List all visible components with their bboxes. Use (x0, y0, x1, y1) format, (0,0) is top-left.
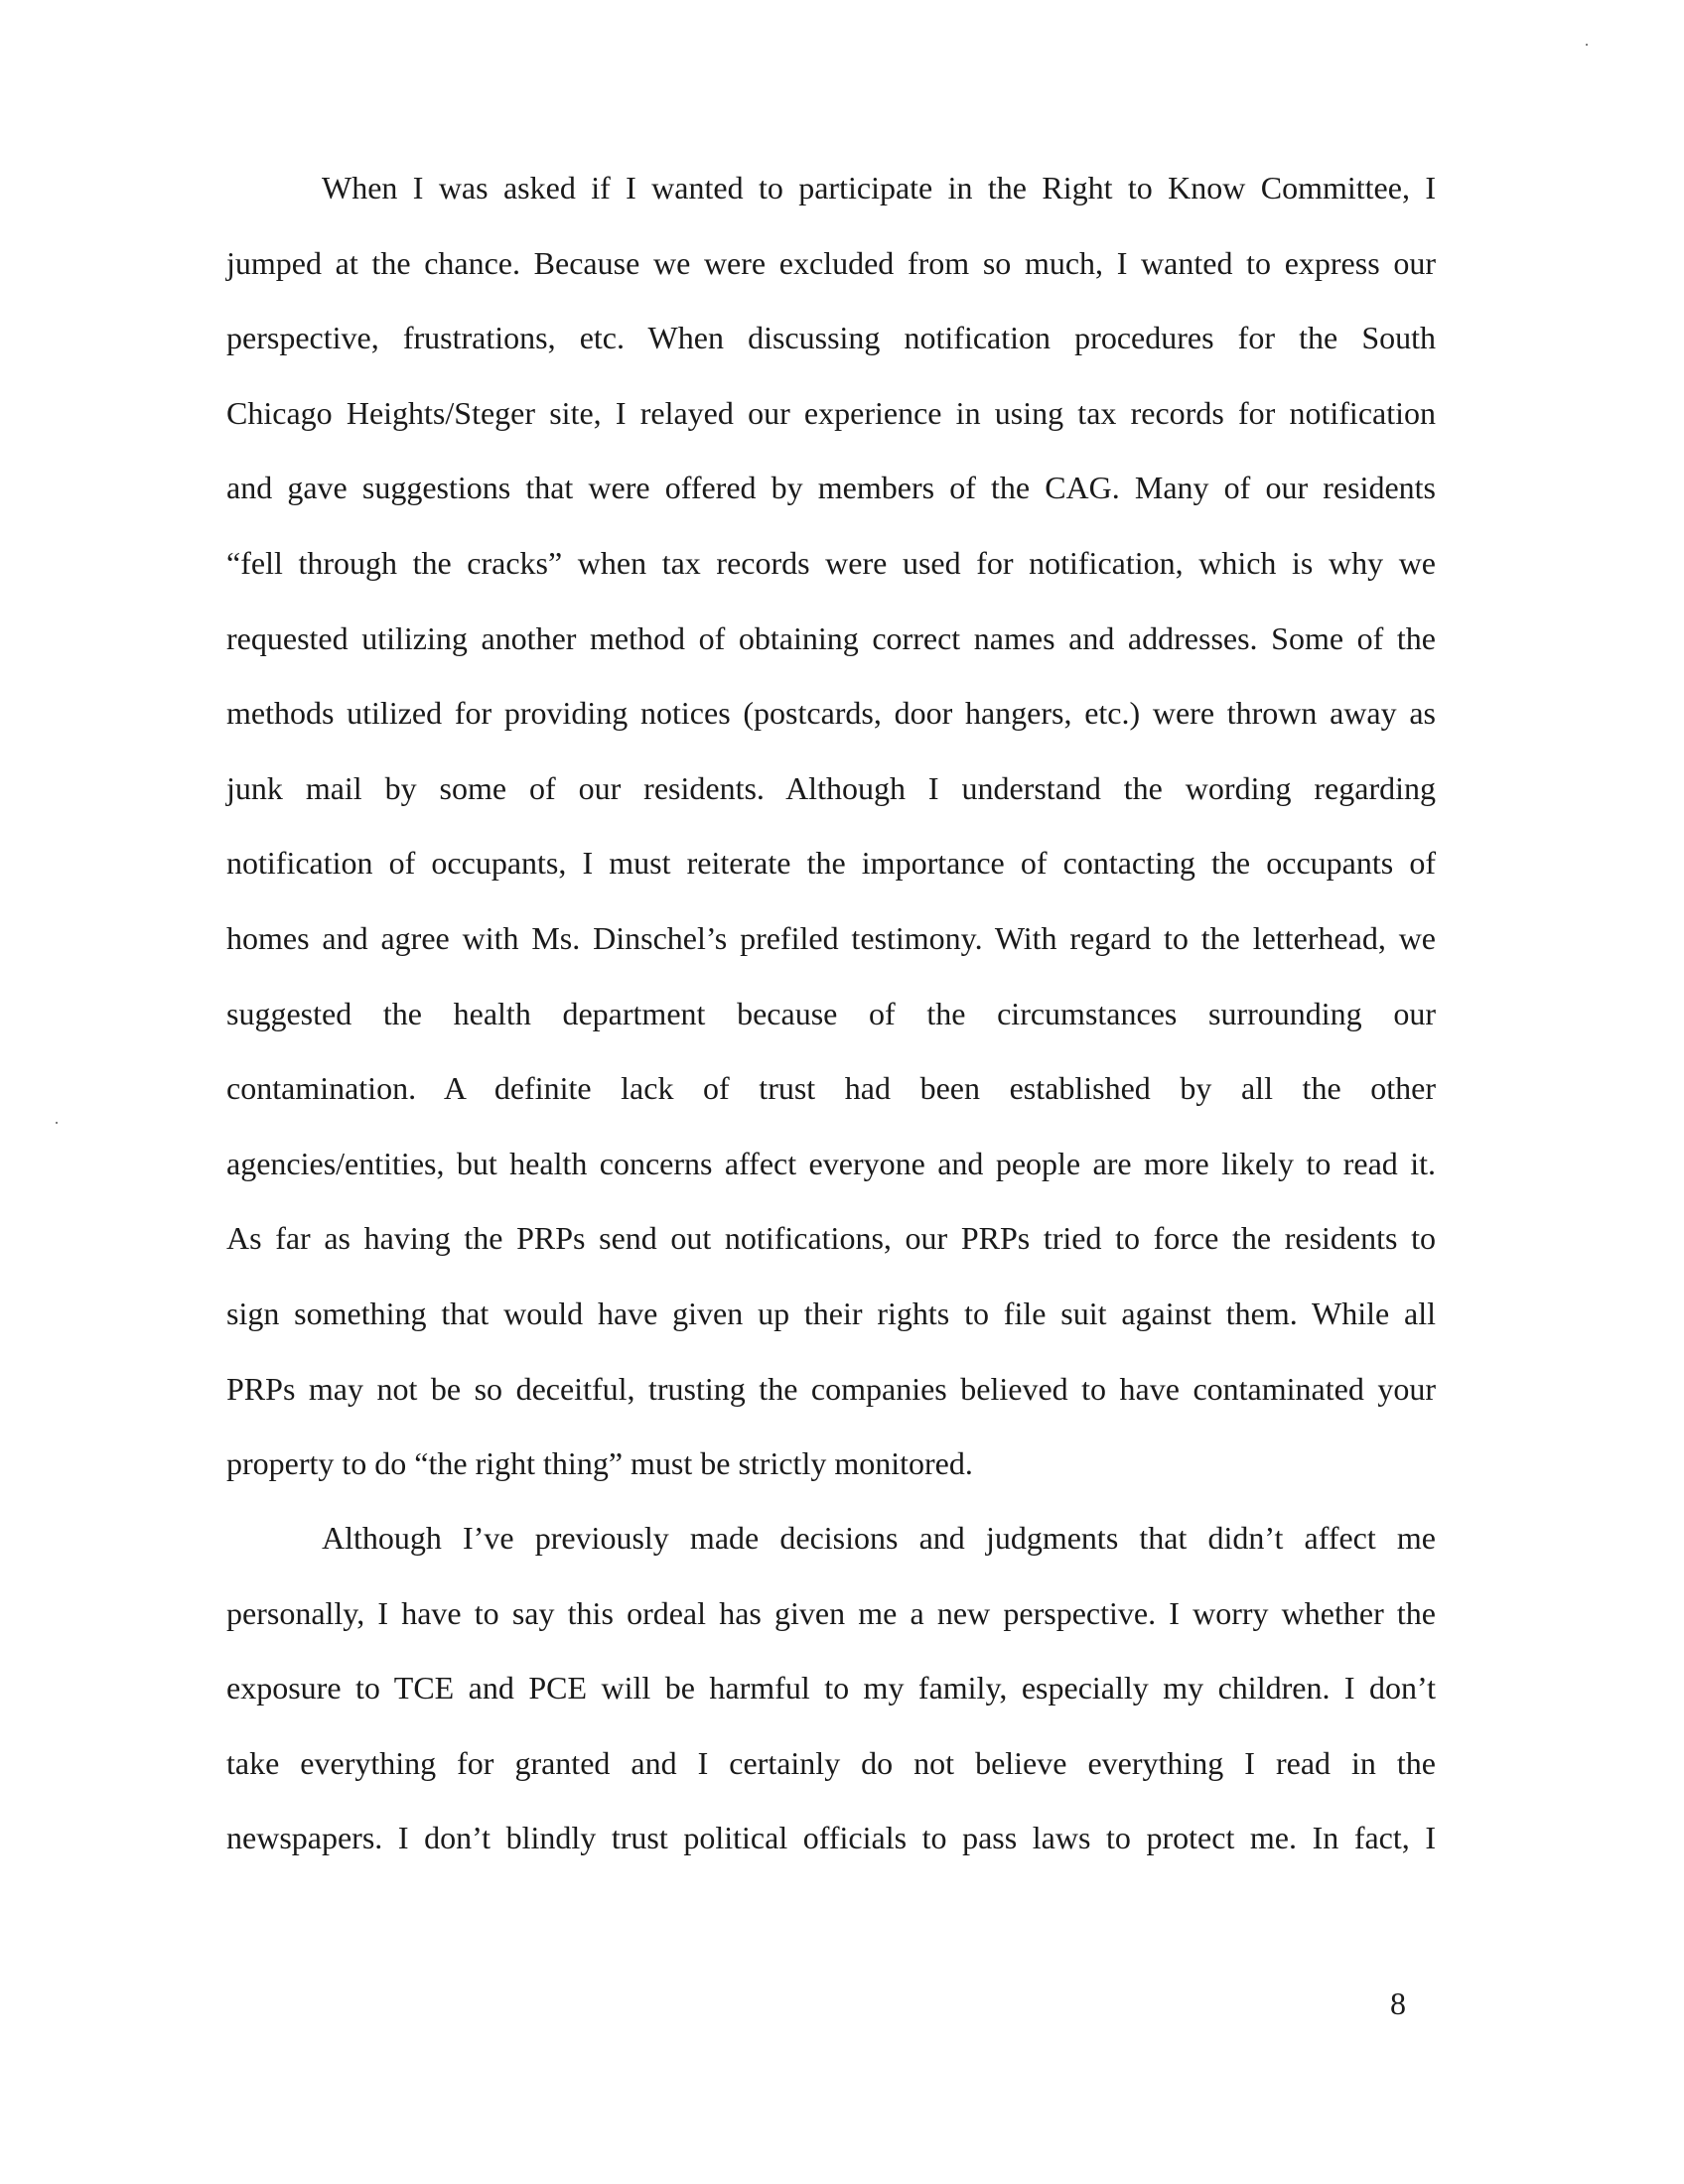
text-line: property to do “the right thing” must be strictly monitored. (226, 1445, 973, 1482)
paragraph-1 (226, 151, 1436, 1502)
text-line: contamination. A definite lack of trust had been established by all the other (226, 1070, 1436, 1107)
text-line: junk mail by some of our residents. Although I understand the wording regarding (226, 769, 1436, 806)
text-line: exposure to TCE and PCE will be harmful to my family, especially my children. I don’t (226, 1670, 1436, 1706)
text-line: Although I’ve previously made decisions and judgments that didn’t affect me (322, 1520, 1436, 1556)
scan-speck (56, 1122, 58, 1124)
text-line: sign something that would have given up their rights to file suit against them. While all (226, 1295, 1436, 1331)
text-line: agencies/entities, but health concerns affect everyone and people are more likely to read it. (226, 1145, 1436, 1181)
text-line: Chicago Heights/Steger site, I relayed our experience in using tax records for notification (226, 394, 1436, 431)
text-line: perspective, frustrations, etc. When discussing notification procedures for the South (226, 320, 1436, 356)
text-line: PRPs may not be so deceitful, trusting the companies believed to have contaminated your (226, 1370, 1436, 1407)
text-line: newspapers. I don’t blindly trust political officials to pass laws to protect me. In fact, I (226, 1820, 1436, 1856)
text-line: “fell through the cracks” when tax records were used for notification, which is why we (226, 544, 1436, 581)
text-line: As far as having the PRPs send out notifications, our PRPs tried to force the residents to (226, 1220, 1436, 1257)
text-line: jumped at the chance. Because we were excluded from so much, I wanted to express our (226, 244, 1436, 281)
page-number: 8 (1390, 1985, 1406, 2021)
text-line: and gave suggestions that were offered by members of the CAG. Many of our residents (226, 470, 1436, 506)
scan-speck (1586, 44, 1588, 46)
text-line: take everything for granted and I certainly do not believe everything I read in the (226, 1744, 1436, 1781)
text-line: personally, I have to say this ordeal has given me a new perspective. I worry whether the (226, 1594, 1436, 1631)
paragraph-2 (226, 1501, 1436, 1876)
text-line: homes and agree with Ms. Dinschel’s prefiled testimony. With regard to the letterhead, we (226, 919, 1436, 956)
text-line: suggested the health department because of the circumstances surrounding our (226, 995, 1436, 1031)
text-line: When I was asked if I wanted to participate in the Right to Know Committee, I (322, 170, 1436, 205)
text-line: methods utilized for providing notices (postcards, door hangers, etc.) were thrown away as (226, 695, 1436, 732)
text-line: requested utilizing another method of obtaining correct names and addresses. Some of the (226, 619, 1436, 656)
text-line: notification of occupants, I must reiterate the importance of contacting the occupants of (226, 845, 1436, 882)
